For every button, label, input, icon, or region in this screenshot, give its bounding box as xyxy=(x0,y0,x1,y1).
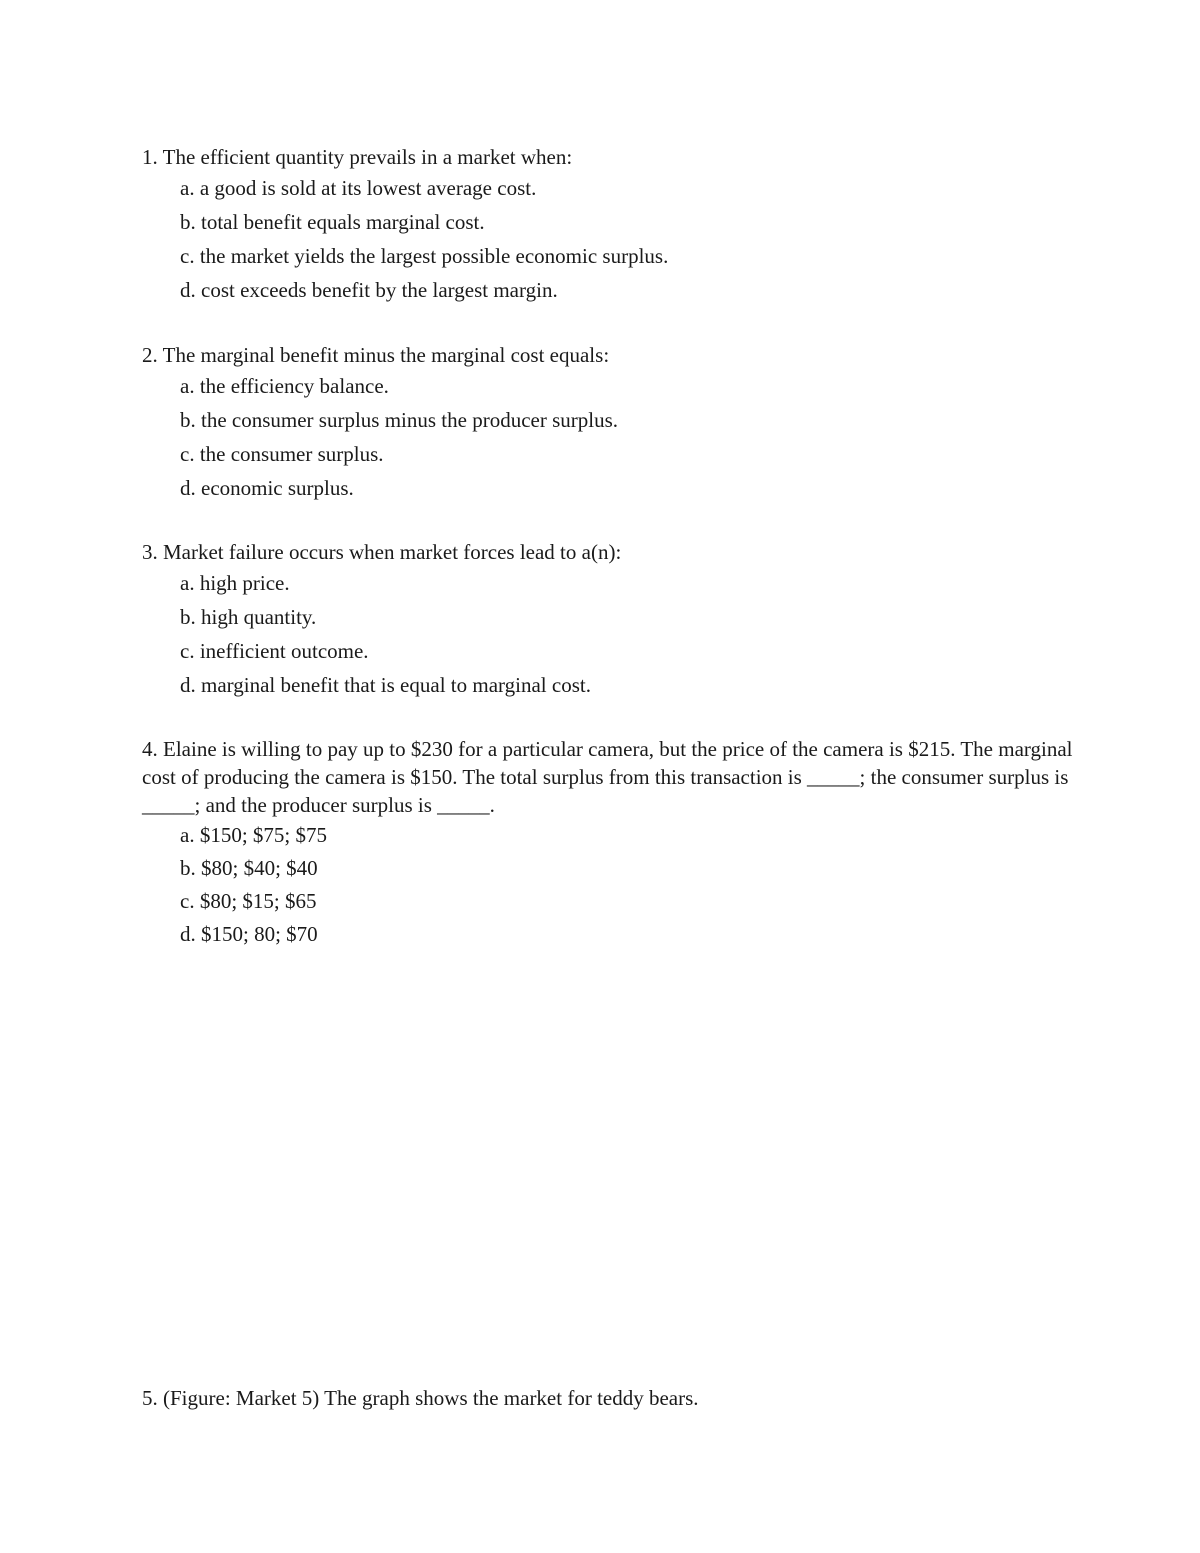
option-d: d. marginal benefit that is equal to marginal cost. xyxy=(180,673,591,697)
answer-options xyxy=(142,566,1082,702)
option-d: d. cost exceeds benefit by the largest margin. xyxy=(180,278,558,302)
option-a: a. $150; $75; $75 xyxy=(180,823,327,847)
answer-options xyxy=(142,171,1082,307)
question-2 xyxy=(142,341,1082,505)
option-c: c. $80; $15; $65 xyxy=(180,889,317,913)
option-a: a. a good is sold at its lowest average cost. xyxy=(180,176,537,200)
option-b: b. $80; $40; $40 xyxy=(180,856,318,880)
option-d: d. economic surplus. xyxy=(180,476,354,500)
question-stem: 3. Market failure occurs when market forces lead to a(n): xyxy=(142,540,622,564)
answer-options xyxy=(142,819,1082,951)
option-a: a. the efficiency balance. xyxy=(180,374,389,398)
question-stem: 2. The marginal benefit minus the marginal cost equals: xyxy=(142,343,610,367)
option-b: b. high quantity. xyxy=(180,605,317,629)
question-5 xyxy=(142,1384,1082,1412)
question-stem: 1. The efficient quantity prevails in a market when: xyxy=(142,145,573,169)
option-b: b. total benefit equals marginal cost. xyxy=(180,210,485,234)
question-4 xyxy=(142,735,1082,951)
option-c: c. the market yields the largest possible economic surplus. xyxy=(180,244,669,268)
question-3 xyxy=(142,538,1082,702)
option-c: c. inefficient outcome. xyxy=(180,639,369,663)
question-stem: 5. (Figure: Market 5) The graph shows the market for teddy bears. xyxy=(142,1386,699,1410)
answer-options xyxy=(142,369,1082,505)
option-d: d. $150; 80; $70 xyxy=(180,922,318,946)
question-1 xyxy=(142,143,1082,307)
option-b: b. the consumer surplus minus the producer surplus. xyxy=(180,408,619,432)
option-c: c. the consumer surplus. xyxy=(180,442,384,466)
option-a: a. high price. xyxy=(180,571,290,595)
question-stem: 4. Elaine is willing to pay up to $230 for a particular camera, but the price of the camera is $215. The marginal cost of producing the camera is $150. The total surplus from this transaction is _____; the consumer surplus is _____; and the producer surplus is _____. xyxy=(142,737,1073,817)
